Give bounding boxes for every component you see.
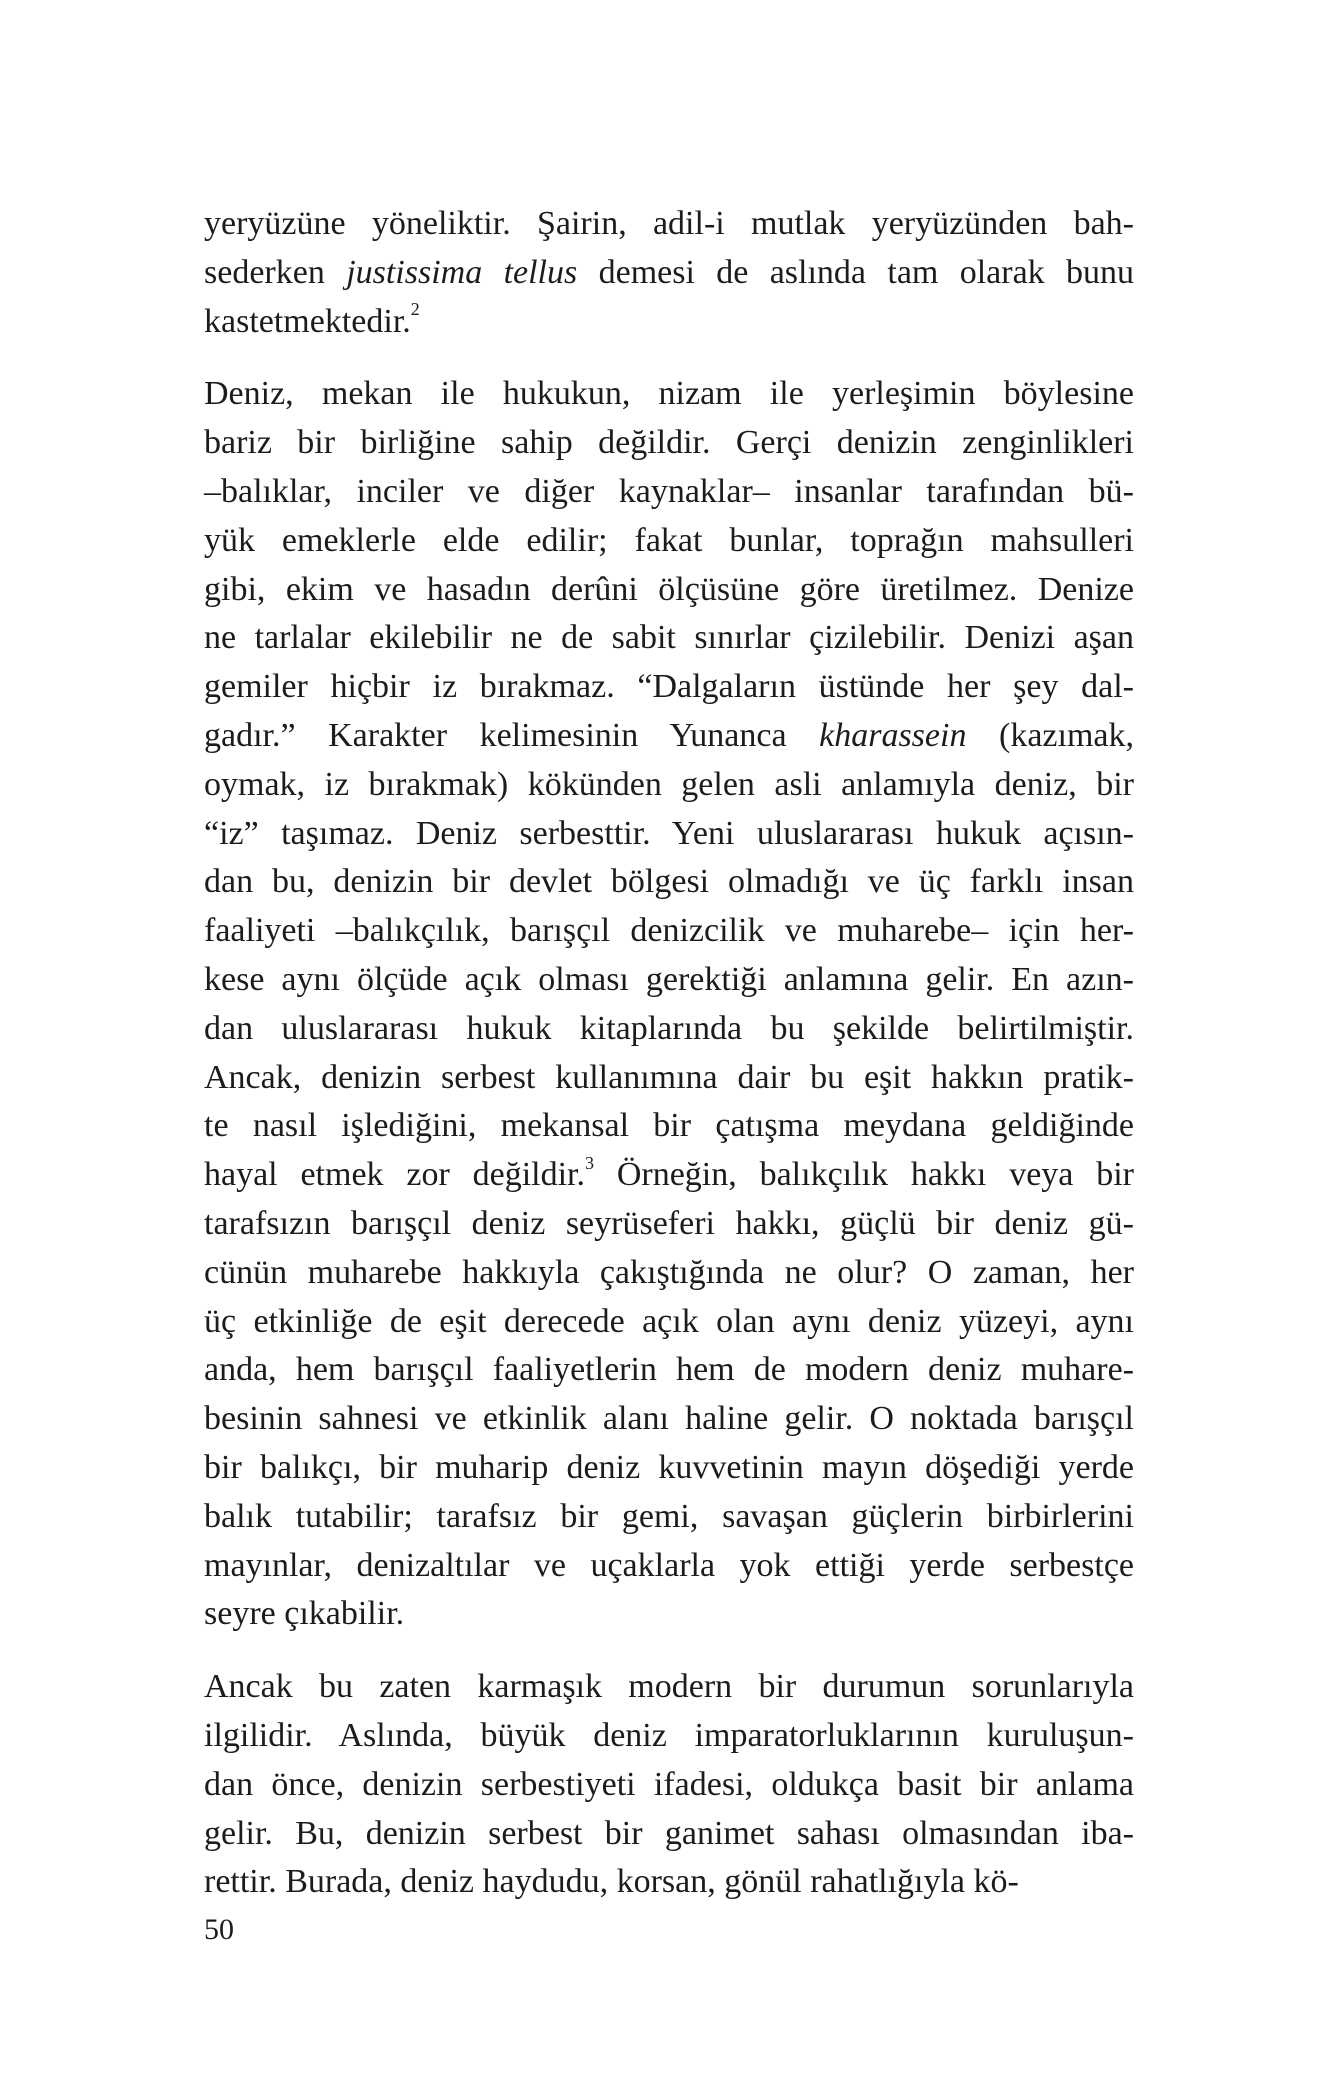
footnote-marker: 2 [410,299,420,320]
text-line [204,370,1134,419]
text-segment: mayınlar, denizaltılar ve uçaklarla yok ettiği yerde serbestçe [204,1546,1134,1584]
text-segment: te nasıl işlediğini, mekansal bir çatışma meydana geldiğinde [204,1107,1134,1145]
text-segment: seyre çıkabilir. [204,1595,405,1633]
text-line [204,858,1134,907]
text-segment: üç etkinliğe de eşit derecede açık olan aynı deniz yüzeyi, aynı [204,1302,1134,1340]
text-line [204,956,1134,1005]
text-segment: Ancak bu zaten karmaşık modern bir durumun sorunlarıyla [204,1668,1134,1706]
text-line [204,1542,1134,1591]
text-segment: kese aynı ölçüde açık olması gerektiği anlamına gelir. En azın- [204,960,1134,998]
text-line [204,1858,1134,1907]
text-segment: faaliyeti –balıkçılık, barışçıl denizcilik ve muharebe– için her- [204,912,1134,950]
text-line [204,810,1134,859]
text-line [204,1761,1134,1810]
text-segment: oymak, iz bırakmak) kökünden gelen asli anlamıyla deniz, bir [204,765,1134,803]
text-segment: cünün muharebe hakkıyla çakıştığında ne olur? O zaman, her [204,1253,1134,1291]
text-line [204,1712,1134,1761]
text-segment: dan bu, denizin bir devlet bölgesi olmadığı ve üç farklı insan [204,863,1134,901]
italic-term: justissima tellus [346,253,578,291]
text-segment: dan önce, denizin serbestiyeti ifadesi, oldukça basit bir anlama [204,1765,1134,1803]
text-line [204,1200,1134,1249]
text-segment: hayal etmek zor değildir. [204,1156,585,1194]
text-segment: bir balıkçı, bir muharip deniz kuvvetinin mayın döşediği yerde [204,1448,1134,1486]
footnote-marker: 3 [585,1152,594,1173]
text-line [204,1005,1134,1054]
italic-term: kharassein [819,716,967,754]
text-segment: dan uluslararası hukuk kitaplarında bu şekilde belirtilmiştir. [204,1009,1134,1047]
text-segment: ne tarlalar ekilebilir ne de sabit sınırlar çizilebilir. Denizi aşan [204,619,1134,657]
text-segment: gemiler hiçbir iz bırakmaz. “Dalgaların üstünde her şey dal- [204,668,1134,706]
text-segment: Deniz, mekan ile hukukun, nizam ile yerleşimin böylesine [204,375,1134,413]
text-line [204,614,1134,663]
text-segment: gelir. Bu, denizin serbest bir ganimet sahası olmasından iba- [204,1814,1134,1852]
text-segment: rettir. Burada, deniz haydudu, korsan, gönül rahatlığıyla kö- [204,1863,1019,1901]
text-line [204,1102,1134,1151]
text-segment: Örneğin, balıkçılık hakkı veya bir [594,1156,1134,1194]
text-segment: sederken [204,253,347,291]
text-segment: –balıklar, inciler ve diğer kaynaklar– insanlar tarafından bü- [204,472,1134,510]
text-line [204,1493,1134,1542]
text-segment: anda, hem barışçıl faaliyetlerin hem de modern deniz muhare- [204,1351,1134,1389]
text-segment: yük emeklerle elde edilir; fakat bunlar, toprağın mahsulleri [204,521,1134,559]
text-segment: demesi de aslında tam olarak bunu [577,253,1135,291]
text-line [204,1249,1134,1298]
text-segment: tarafsızın barışçıl deniz seyrüseferi hakkı, güçlü bir deniz gü- [204,1204,1134,1242]
text-line [204,712,1134,761]
text-line [204,1054,1134,1103]
text-line [204,907,1134,956]
text-line [204,1663,1134,1712]
text-line [204,298,1134,347]
text-segment: yeryüzüne yöneliktir. Şairin, adil-i mutlak yeryüzünden bah- [204,205,1134,242]
page-number: 50 [204,1913,234,1946]
body-text [204,200,1134,1907]
paragraph [204,370,1134,1639]
text-line [204,1151,1134,1200]
text-segment: (kazımak, [966,716,1134,754]
text-line [204,249,1134,298]
text-line [204,419,1134,468]
text-segment: gadır.” Karakter kelimesinin Yunanca [204,716,820,754]
text-line [204,1444,1134,1493]
text-segment: bariz bir birliğine sahip değildir. Gerçi denizin zenginlikleri [204,424,1134,462]
text-segment: besinin sahnesi ve etkinlik alanı haline gelir. O noktada barışçıl [204,1400,1134,1438]
text-line [204,566,1134,615]
text-line [204,1346,1134,1395]
text-line [204,761,1134,810]
text-line [204,1395,1134,1444]
text-segment: gibi, ekim ve hasadın derûni ölçüsüne göre üretilmez. Denize [204,570,1134,608]
paragraph [204,200,1134,346]
paragraph [204,1663,1134,1907]
text-line [204,663,1134,712]
text-line [204,468,1134,517]
text-segment: “iz” taşımaz. Deniz serbesttir. Yeni uluslararası hukuk açısın- [204,814,1134,852]
text-line [204,1298,1134,1347]
text-segment: kastetmektedir. [204,302,411,340]
text-segment: Ancak, denizin serbest kullanımına dair bu eşit hakkın pratik- [204,1058,1134,1096]
text-line [204,1810,1134,1859]
text-segment: ilgilidir. Aslında, büyük deniz imparatorluklarının kuruluşun- [204,1716,1134,1754]
text-line [204,200,1134,249]
text-segment: balık tutabilir; tarafsız bir gemi, savaşan güçlerin birbirlerini [204,1497,1134,1535]
text-line [204,517,1134,566]
text-line [204,1590,1134,1639]
